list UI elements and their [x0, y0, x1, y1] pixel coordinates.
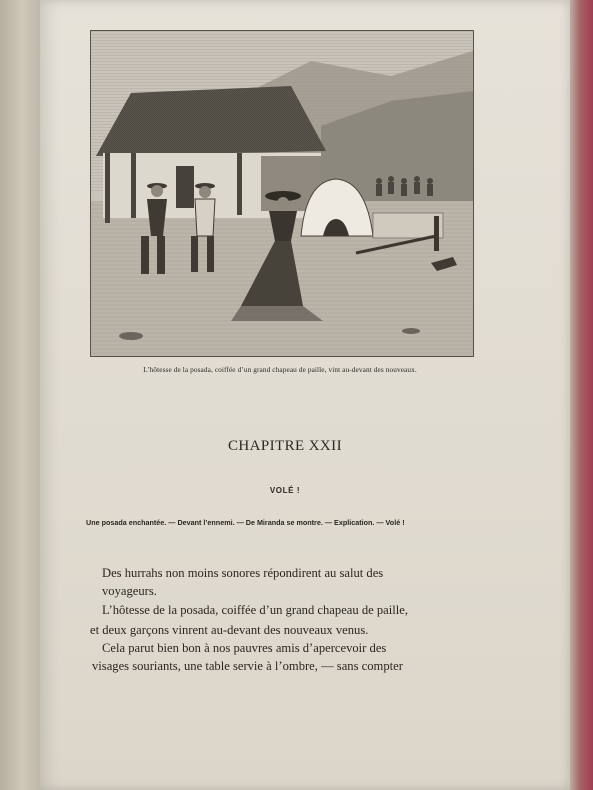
body-line: visages souriants, une table servie à l’ombre, — sans compter: [92, 659, 403, 673]
illustration-caption: L’hôtesse de la posada, coiffée d’un grand chapeau de paille, vint au-devant des nouveaux.: [143, 365, 417, 374]
book-cover-edge: [570, 0, 593, 790]
body-line: L’hôtesse de la posada, coiffée d’un grand chapeau de paille,: [102, 603, 408, 617]
body-line: Des hurrahs non moins sonores répondirent au salut des: [102, 566, 384, 580]
body-line: voyageurs.: [102, 584, 157, 598]
body-line: et deux garçons vinrent au-devant des nouveaux venus.: [90, 623, 369, 637]
chapter-title: CHAPITRE XXII: [228, 438, 342, 454]
engraving-illustration: [90, 30, 474, 357]
chapter-summary: Une posada enchantée. — Devant l’ennemi. — De Miranda se montre. — Explication. — Volé !: [86, 518, 405, 527]
left-page-edge: [0, 0, 40, 790]
body-line: Cela parut bien bon à nos pauvres amis d’apercevoir des: [102, 641, 387, 655]
chapter-subtitle: VOLÉ !: [269, 486, 301, 495]
